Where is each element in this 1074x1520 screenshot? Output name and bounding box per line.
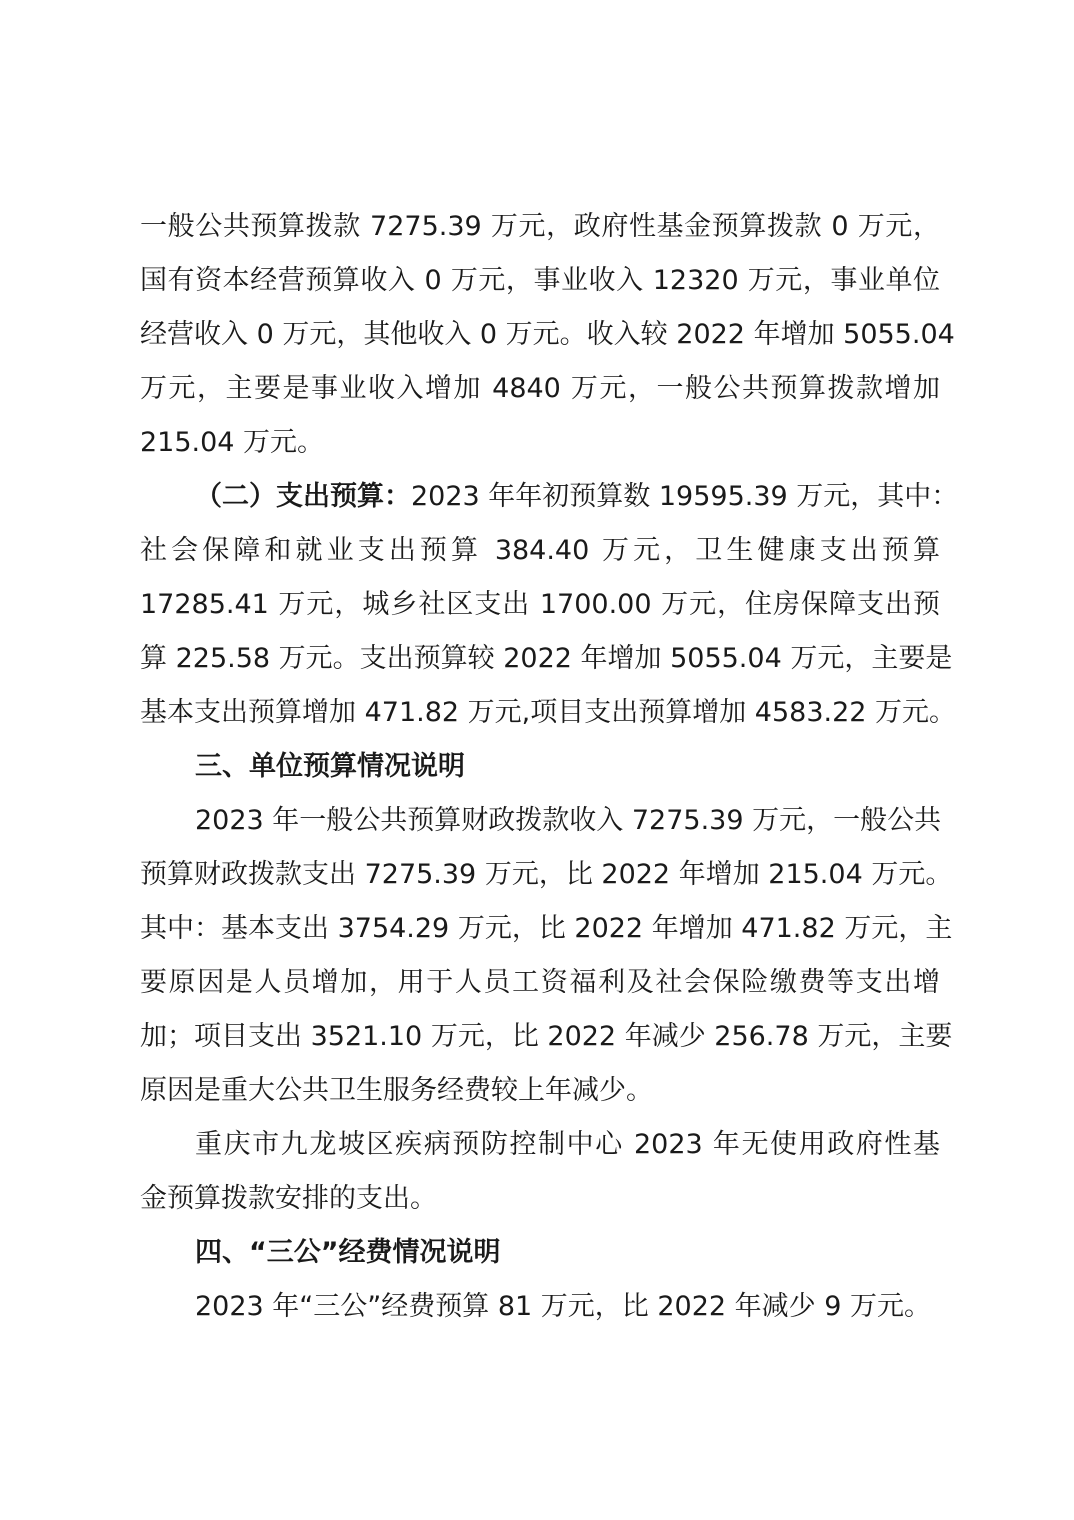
paragraph-line: 重庆市九龙坡区疾病预防控制中心 2023 年无使用政府性基 <box>195 1129 940 1160</box>
paragraph-line: 其中：基本支出 3754.29 万元，比 2022 年增加 471.82 万元，主 <box>140 913 953 944</box>
paragraph-line: 要原因是人员增加，用于人员工资福利及社会保险缴费等支出增 <box>140 967 940 998</box>
subsection-heading: （二）支出预算： <box>195 481 411 512</box>
paragraph-line: 经营收入 0 万元，其他收入 0 万元。收入较 2022 年增加 5055.04 <box>140 319 955 350</box>
paragraph-line: 金预算拨款安排的支出。 <box>140 1183 437 1214</box>
document-body <box>140 200 959 1334</box>
paragraph-line: 加；项目支出 3521.10 万元，比 2022 年减少 256.78 万元，主要 <box>140 1021 953 1052</box>
paragraph-line: 一般公共预算拨款 7275.39 万元，政府性基金预算拨款 0 万元， <box>140 211 940 242</box>
paragraph-line: 17285.41 万元，城乡社区支出 1700.00 万元，住房保障支出预 <box>140 589 940 620</box>
paragraph-line: 算 225.58 万元。支出预算较 2022 年增加 5055.04 万元，主要是 <box>140 643 953 674</box>
paragraph-line: 基本支出预算增加 471.82 万元,项目支出预算增加 4583.22 万元。 <box>140 697 957 728</box>
paragraph-line: 2023 年一般公共预算财政拨款收入 7275.39 万元，一般公共 <box>195 805 942 836</box>
paragraph-line: 社会保障和就业支出预算 384.40 万元，卫生健康支出预算 <box>140 535 940 566</box>
paragraph-line: 预算财政拨款支出 7275.39 万元，比 2022 年增加 215.04 万元。 <box>140 859 953 890</box>
subsection-line <box>140 470 959 524</box>
paragraph-line: 2023 年“三公”经费预算 81 万元，比 2022 年减少 9 万元。 <box>195 1291 932 1322</box>
paragraph-line: 万元，主要是事业收入增加 4840 万元，一般公共预算拨款增加 <box>140 373 940 404</box>
paragraph-line: 原因是重大公共卫生服务经费较上年减少。 <box>140 1075 653 1106</box>
subsection-text: 2023 年年初预算数 19595.39 万元，其中： <box>411 481 959 512</box>
section-heading: 四、“三公”经费情况说明 <box>195 1237 501 1268</box>
section-heading: 三、单位预算情况说明 <box>195 751 465 782</box>
paragraph-line: 215.04 万元。 <box>140 427 325 458</box>
paragraph-line: 国有资本经营预算收入 0 万元，事业收入 12320 万元，事业单位 <box>140 265 940 296</box>
